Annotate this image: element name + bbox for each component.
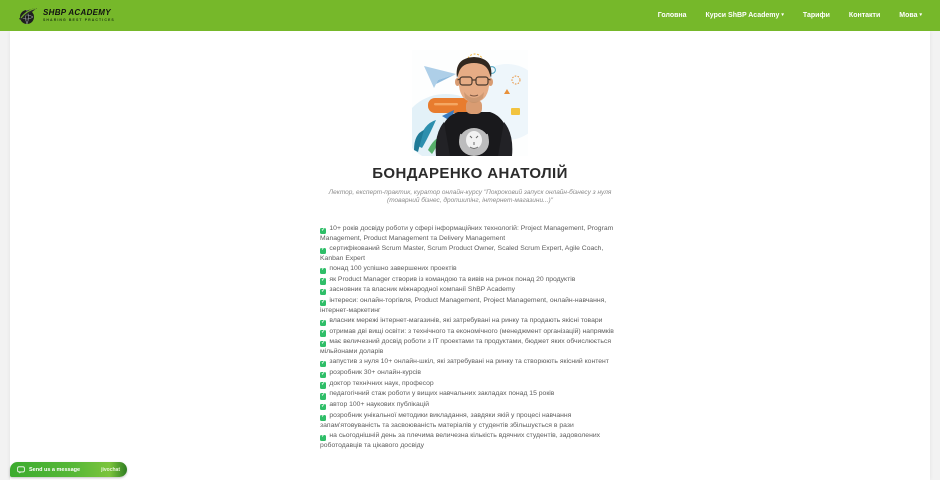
check-icon: ✓ [321,319,326,325]
check-icon: ✓ [321,403,326,409]
check-icon: ✓ [321,360,326,366]
check-icon: ✓ [321,340,326,346]
achievement-item [320,285,620,295]
achievement-item [320,379,620,389]
achievement-text: засновник та власник міжнародної компанії ShBP Academy [329,286,516,294]
achievement-text: розробник 30+ онлайн-курсів [329,369,422,377]
achievement-item [320,337,620,356]
achievement-item [320,389,620,399]
nav-item-courses[interactable] [706,12,784,19]
chevron-down-icon: ▾ [781,12,784,18]
achievement-item [320,316,620,326]
chat-widget[interactable] [10,462,127,477]
achievement-text: як Product Manager створив із командою та вивів на ринок понад 20 продуктів [329,275,576,283]
achievement-text: понад 100 успішно завершених проектів [329,264,457,272]
nav-item-home[interactable] [658,12,687,19]
check-icon: ✓ [321,392,326,398]
achievement-item [320,357,620,367]
site-logo[interactable] [18,6,115,26]
nav-item-language[interactable] [899,12,922,19]
achievement-item [320,400,620,410]
check-icon: ✓ [321,382,326,388]
chat-bubble-icon [17,466,25,474]
check-icon: ✓ [321,434,326,440]
achievement-item [320,224,620,243]
globe-swoosh-logo-icon [18,6,38,26]
achievement-text: запустив з нуля 10+ онлайн-шкіл, які затребувані на ринку та створюють якісний контент [329,358,609,366]
achievement-item [320,275,620,285]
nav-item-tariffs[interactable] [803,12,830,19]
achievement-text: автор 100+ наукових публікацій [329,401,430,409]
achievement-text: розробник унікальної методики викладання, завдяки якій у процесі навчання запам'ятовуваність та засвоюваність матеріалів у студентів збільшується в рази [320,411,574,429]
nav-item-contacts[interactable] [849,12,880,19]
nav-label: Контакти [848,12,881,19]
achievement-item [320,296,620,315]
achievement-item [320,431,620,450]
check-icon: ✓ [321,330,326,336]
achievement-item [320,327,620,337]
achievement-text: власник мережі інтернет-магазинів, які затребувані на ринку та продають якісні товари [329,317,603,325]
lecturer-name: БОНДАРЕНКО АНАТОЛІЙ [372,165,568,182]
achievement-text: сертифікований Scrum Master, Scrum Product Owner, Scaled Scrum Expert, Agile Coach, Kanban Expert [320,244,604,263]
site-header [0,0,940,31]
check-icon: ✓ [321,267,326,273]
chevron-down-icon: ▾ [919,12,922,18]
nav-label: Мова [899,12,918,19]
logo-title: SHBP ACADEMY [43,8,111,17]
achievements-list [320,224,620,451]
nav-label: Курси ShBP Academy [705,12,780,19]
nav-label: Тарифи [802,12,830,19]
check-icon: ✓ [321,278,326,284]
achievement-text: має величезний досвід роботи з IT проектами та продуктами, бюджет яких обчислюється мільйонами доларів [320,338,612,356]
achievement-text: отримав дві вищі освіти: з технічного та економічного (менеджмент організацій) напрямків [329,327,614,335]
check-icon: ✓ [321,371,326,377]
check-icon: ✓ [321,414,326,420]
achievement-item [320,244,620,263]
achievement-item [320,411,620,430]
achievement-text: інтереси: онлайн-торгівля, Product Management, Project Management, онлайн-навчання, інтернет-маркетинг [320,297,607,315]
chat-brand: jivochat [101,466,120,473]
achievement-text: педагогічний стаж роботи у вищих навчальних закладах понад 15 років [329,390,555,398]
nav-label: Головна [657,12,687,19]
lecturer-subtitle: Лектор, експерт-практик, куратор онлайн-курсу "Покроковий запуск онлайн-бізнесу з нуля (товарний бізнес, дропшипінг, інтернет-магазини...)" [328,189,612,204]
achievement-item [320,264,620,274]
achievement-text: 10+ років досвіду роботи у сфері інформаційних технологій: Project Management, Program Management, Product Management та Delivery Management [320,225,614,243]
lecturer-photo [412,50,528,156]
logo-tagline: SHARING BEST PRACTICES [43,17,115,22]
check-icon: ✓ [321,247,326,253]
check-icon: ✓ [321,288,326,294]
check-icon: ✓ [321,299,326,305]
achievement-text: на сьогоднішній день за плечима величезна кількість вдячних студентів, задоволених роботодавців та цікавого досвіду [320,431,601,449]
chat-message: Send us a message [29,466,81,473]
achievement-item [320,368,620,378]
achievement-text: доктор технічних наук, професор [329,379,434,387]
check-icon: ✓ [321,227,326,233]
content-card [10,31,930,480]
main-nav [658,12,922,19]
